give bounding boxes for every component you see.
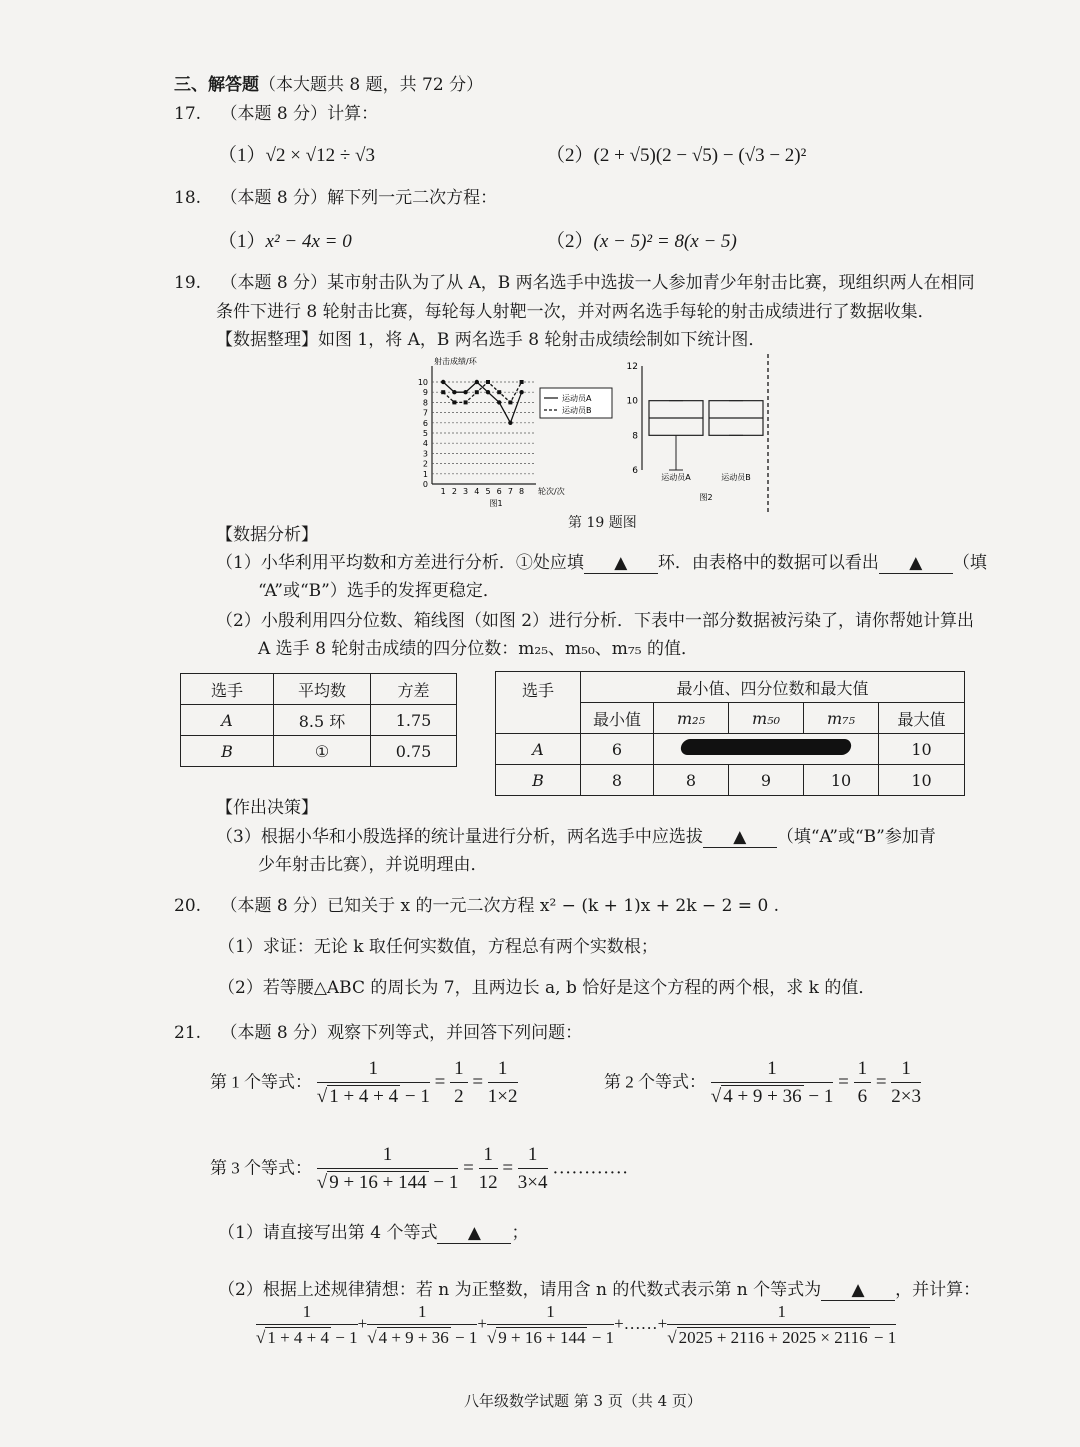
q19-data-prep: 【数据整理】如图 1，将 A，B 两名选手 8 轮射击成绩绘制如下统计图． (216, 330, 766, 350)
denominator: 1×2 (487, 1086, 518, 1107)
fraction (488, 1058, 518, 1108)
table-row (496, 765, 965, 796)
q19-number: 19. (174, 273, 202, 293)
q18-part2 (546, 226, 737, 253)
q18-part1-label: （1） (218, 231, 266, 252)
q21-equation-3: 第 3 个等式： $\frac{1}{√ 9 + 16 + 144 - 1}$ = $\frac{1}{12}$ = $\frac{1}{3\times 4}$ ………… (210, 1144, 629, 1193)
y-tick-label: 10 (626, 396, 638, 407)
radicand: 9 + 16 + 144 (329, 1172, 427, 1193)
y-tick-label: 5 (422, 429, 428, 438)
q19-a1-end: （填 (952, 553, 987, 573)
numerator: 1 (487, 1302, 614, 1325)
fraction (367, 1302, 477, 1348)
q20-text: （本题 8 分）已知关于 x 的一元二次方程 x² − (k + 1)x + 2k − 2 = 0 . (220, 896, 780, 916)
q21-part1 (218, 1218, 528, 1244)
numerator: 1 (479, 1144, 498, 1169)
q18-part2-expr: (x − 5)² = 8(x − 5) (593, 231, 737, 252)
fraction (256, 1302, 358, 1348)
table-cell: 8 (581, 765, 654, 796)
minus-one: − 1 (450, 1328, 478, 1347)
fraction (518, 1144, 548, 1194)
legend-label: 运动员A (562, 394, 592, 403)
denominator: √ 4 + 9 + 36 − 1 (710, 1086, 834, 1107)
q17-part1-expr: √2 × √12 ÷ √3 (265, 145, 375, 166)
numerator: 1 (450, 1058, 468, 1083)
fraction (487, 1302, 614, 1348)
table-cell: 10 (879, 734, 965, 765)
table-header: 最小值、四分位数和最大值 (581, 672, 965, 703)
plot-area (430, 372, 550, 484)
denominator: √ 2025 + 2116 + 2025 × 2116 − 1 (667, 1328, 897, 1347)
table-header: 选手 (181, 674, 274, 705)
table-header: 方差 (371, 674, 457, 705)
denominator: 2 (454, 1086, 464, 1107)
x-axis-label: 轮次/次 (538, 487, 565, 496)
y-tick-label: 6 (422, 418, 428, 428)
table-cell: 8.5 环 (274, 705, 371, 736)
line-chart-fig1 (418, 356, 612, 508)
q17-part2-expr: (2 + √5)(2 − √5) − (√3 − 2)² (593, 145, 807, 166)
table-cell: A (181, 705, 274, 736)
denominator: 2×3 (891, 1086, 921, 1107)
y-tick-label: 4 (422, 439, 428, 449)
data-point (441, 390, 445, 394)
table-cell: B (181, 736, 274, 767)
q19-decision-title: 【作出决策】 (216, 798, 318, 818)
minus-one: − 1 (400, 1086, 430, 1107)
fraction (891, 1058, 921, 1108)
q21-p2-text: （2）根据上述规律猜想：若 n 为正整数，请用含 n 的代数式表示第 n 个等式为 (218, 1280, 822, 1300)
fraction (450, 1058, 468, 1108)
minus-one: − 1 (803, 1086, 834, 1107)
table-row (181, 705, 457, 736)
q19-analysis-2: （2）小殷利用四分位数、箱线图（如图 2）进行分析．下表中一部分数据被污染了，请你帮她计算出 (216, 611, 975, 631)
section-note: （本大题共 8 题，共 72 分） (259, 75, 484, 95)
table-cell: 10 (879, 765, 965, 796)
denominator: 12 (478, 1172, 498, 1193)
q17-part2 (546, 140, 806, 167)
x-tick-label: 2 (451, 487, 457, 496)
table-cell: 8 (654, 765, 729, 796)
q19-a1-line2: “A”或“B”）选手的发挥更稳定． (258, 581, 500, 601)
numerator: 1 (317, 1058, 430, 1083)
plus-sign: + (477, 1313, 487, 1333)
q20-part2: （2）若等腰△ABC 的周长为 7，且两边长 a, b 恰好是这个方程的两个根，求 k 的值． (218, 978, 876, 998)
eq-label: 第 1 个等式： (210, 1072, 312, 1092)
q20-number: 20. (174, 896, 202, 916)
data-point (486, 380, 490, 384)
minus-one: − 1 (331, 1328, 358, 1347)
table-cell: 1.75 (371, 705, 457, 736)
x-tick-label: 5 (485, 487, 491, 496)
q21-part2 (218, 1275, 980, 1301)
table-header: m₇₅ (804, 703, 879, 734)
y-tick-label: 0 (422, 480, 428, 489)
table-mean-variance (180, 673, 457, 767)
minus-one: − 1 (428, 1172, 459, 1193)
answer-blank[interactable]: ▲ (879, 553, 953, 574)
table-header: 选手 (496, 672, 581, 734)
section-title: 三、解答题 (174, 75, 259, 95)
y-tick-label: 7 (422, 408, 428, 418)
table-row (181, 674, 457, 705)
y-tick-label: 3 (422, 449, 428, 459)
fraction (317, 1144, 459, 1194)
plus-sign: + (357, 1313, 368, 1333)
table-cell: 10 (804, 765, 879, 796)
q18-part1-expr: x² − 4x = 0 (265, 231, 352, 252)
q18-number: 18. (174, 188, 202, 208)
chart-caption: 图1 (489, 499, 503, 508)
q19-analysis-title: 【数据分析】 (216, 525, 318, 545)
x-tick-label: 4 (474, 487, 480, 496)
radicand: 4 + 9 + 36 (723, 1086, 802, 1107)
table-row (496, 734, 965, 765)
data-point (508, 421, 512, 425)
table-cell: 9 (729, 765, 804, 796)
sum-ellipsis: +……+ (614, 1313, 668, 1333)
denominator: 3×4 (517, 1172, 548, 1193)
y-tick-label: 1 (422, 469, 428, 479)
eq-label: 第 2 个等式： (604, 1072, 706, 1092)
denominator: √ 1 + 4 + 4 − 1 (316, 1086, 430, 1107)
q19-a2-line2: A 选手 8 轮射击成绩的四分位数：m₂₅、m₅₀、m₇₅ 的值． (258, 639, 698, 659)
q21-p2-end: ，并计算： (895, 1280, 981, 1300)
fraction (854, 1058, 872, 1108)
legend-label: 运动员B (562, 406, 592, 415)
table-header: 最小值 (581, 703, 654, 734)
y-tick-label: 6 (632, 466, 638, 476)
q17-header (174, 99, 378, 124)
table-row (181, 736, 457, 767)
radicand: 9 + 16 + 144 (498, 1328, 586, 1347)
page-footer: 八年级数学试题 第 3 页（共 4 页） (464, 1392, 702, 1410)
y-tick-label: 10 (417, 378, 428, 387)
y-tick-label: 12 (626, 362, 638, 372)
y-tick-label: 8 (632, 431, 638, 442)
q19-d3-text: （3）根据小华和小殷选择的统计量进行分析，两名选手中应选拔 (216, 827, 703, 847)
q21-p1-text: （1）请直接写出第 4 个等式 (218, 1223, 438, 1243)
q17-part1-label: （1） (218, 145, 266, 166)
data-point (464, 400, 468, 404)
data-point (452, 400, 456, 404)
smudged-cells (654, 734, 879, 765)
box-plot-fig2 (627, 362, 763, 502)
q20-header (174, 891, 779, 916)
data-point (475, 380, 479, 384)
numerator: 1 (667, 1302, 896, 1325)
q18-text: （本题 8 分）解下列一元二次方程： (220, 188, 498, 208)
q19-d3-line2: 少年射击比赛），并说明理由． (258, 855, 488, 875)
chart-caption: 图2 (699, 493, 713, 502)
radicand: 4 + 9 + 36 (378, 1328, 449, 1347)
q20-part1: （1）求证：无论 k 取任何实数值，方程总有两个实数根； (218, 937, 658, 957)
x-tick-label: 7 (507, 487, 513, 496)
radicand: 1 + 4 + 4 (267, 1328, 330, 1347)
q18-part1 (218, 226, 352, 253)
answer-blank[interactable]: ▲ (703, 827, 777, 848)
q17-number: 17. (174, 104, 202, 124)
data-point (520, 380, 524, 384)
table-header: m₅₀ (729, 703, 804, 734)
numerator: 1 (317, 1144, 459, 1169)
box-label: 运动员B (721, 473, 751, 482)
q19-figure (410, 352, 790, 530)
data-point (486, 390, 490, 394)
q21-equation-1: 第 1 个等式： $\frac{1}{√ 1 + 4 + 4 - 1}$ = $\frac{1}{2}$ = $\frac{1}{1\times 2}$ (210, 1058, 518, 1107)
table-header: 最大值 (879, 703, 965, 734)
q21-sum-expression (256, 1302, 896, 1348)
answer-blank[interactable]: ▲ (437, 1223, 511, 1244)
table-quartiles (495, 671, 965, 796)
table-cell: A (496, 734, 581, 765)
denominator: √ 1 + 4 + 4 − 1 (256, 1328, 358, 1347)
table-cell: 6 (581, 734, 654, 765)
q19-a1-mid: 环．由表格中的数据可以看出 (657, 553, 879, 573)
q18-part2-label: （2） (546, 231, 594, 252)
q17-part2-label: （2） (546, 145, 594, 166)
q21-equation-2: 第 2 个等式： $\frac{1}{√ 4 + 9 + 36 - 1}$ = $\frac{1}{6}$ = $\frac{1}{2\times 3}$ (604, 1058, 921, 1107)
fraction (479, 1144, 498, 1194)
ink-smear (680, 739, 853, 755)
x-tick-label: 6 (496, 487, 502, 496)
table-header: 平均数 (274, 674, 371, 705)
numerator: 1 (367, 1302, 477, 1325)
denominator: √ 4 + 9 + 36 − 1 (367, 1328, 478, 1347)
q18-header (174, 183, 497, 208)
x-tick-label: 3 (463, 487, 469, 496)
section-header (174, 70, 483, 95)
numerator: 1 (518, 1144, 548, 1169)
box-label: 运动员A (661, 473, 691, 482)
y-tick-label: 8 (422, 398, 428, 408)
minus-one: − 1 (587, 1328, 615, 1347)
fraction (317, 1058, 430, 1108)
q21-header (174, 1018, 582, 1043)
data-point (452, 390, 456, 394)
numerator: 1 (488, 1058, 518, 1083)
data-point (497, 400, 501, 404)
q19-line1 (174, 268, 975, 293)
table-cell: B (496, 765, 581, 796)
y-tick-label: 2 (422, 459, 428, 469)
q19-text-line2: 条件下进行 8 轮射击比赛，每轮每人射靶一次，并对两名选手每轮的射击成绩进行了数据收集． (216, 302, 935, 322)
q21-number: 21. (174, 1023, 202, 1043)
table-cell: 0.75 (371, 736, 457, 767)
denominator: √ 9 + 16 + 144 − 1 (486, 1328, 615, 1347)
data-point (441, 380, 445, 384)
table-header: m₂₅ (654, 703, 729, 734)
data-point (463, 390, 467, 394)
q19-analysis-1 (216, 548, 987, 574)
q19-decision-3 (216, 822, 936, 848)
y-tick-label: 9 (422, 388, 428, 398)
q19-text-line1: （本题 8 分）某市射击队为了从 A，B 两名选手中选拔一人参加青少年射击比赛，现组织两人在相同 (220, 273, 975, 293)
q21-p1-end: ； (511, 1223, 529, 1243)
q21-text: （本题 8 分）观察下列等式，并回答下列问题： (220, 1023, 583, 1043)
q17-text: （本题 8 分）计算： (220, 104, 379, 124)
radicand: 2025 + 2116 + 2025 × 2116 (678, 1328, 868, 1347)
ellipsis: ………… (552, 1157, 629, 1179)
numerator: 1 (711, 1058, 834, 1083)
radicand: 1 + 4 + 4 (329, 1086, 399, 1107)
answer-blank[interactable]: ▲ (821, 1280, 895, 1301)
numerator: 1 (891, 1058, 921, 1083)
fraction (711, 1058, 834, 1108)
denominator: 6 (857, 1086, 868, 1107)
chart-title: 射击成绩/环 (434, 357, 477, 366)
denominator: √ 9 + 16 + 144 − 1 (316, 1172, 459, 1193)
data-point (475, 390, 479, 394)
x-tick-label: 1 (440, 487, 446, 496)
numerator: 1 (256, 1302, 358, 1325)
q19-figure-caption: 第 19 题图 (568, 515, 637, 531)
fraction (667, 1302, 896, 1348)
q19-d3-end: （填“A”或“B”参加青 (776, 827, 936, 847)
table-row (496, 672, 965, 703)
data-point (497, 390, 501, 394)
table-cell: ① (274, 736, 371, 767)
answer-blank[interactable]: ▲ (584, 553, 658, 574)
q17-part1 (218, 140, 375, 167)
q19-a1-text: （1）小华利用平均数和方差进行分析．①处应填 (216, 553, 584, 573)
data-point (508, 400, 512, 404)
eq-label: 第 3 个等式： (210, 1158, 312, 1178)
x-tick-label: 8 (519, 487, 525, 496)
data-point (519, 390, 523, 394)
minus-one: − 1 (869, 1328, 897, 1347)
numerator: 1 (854, 1058, 872, 1083)
